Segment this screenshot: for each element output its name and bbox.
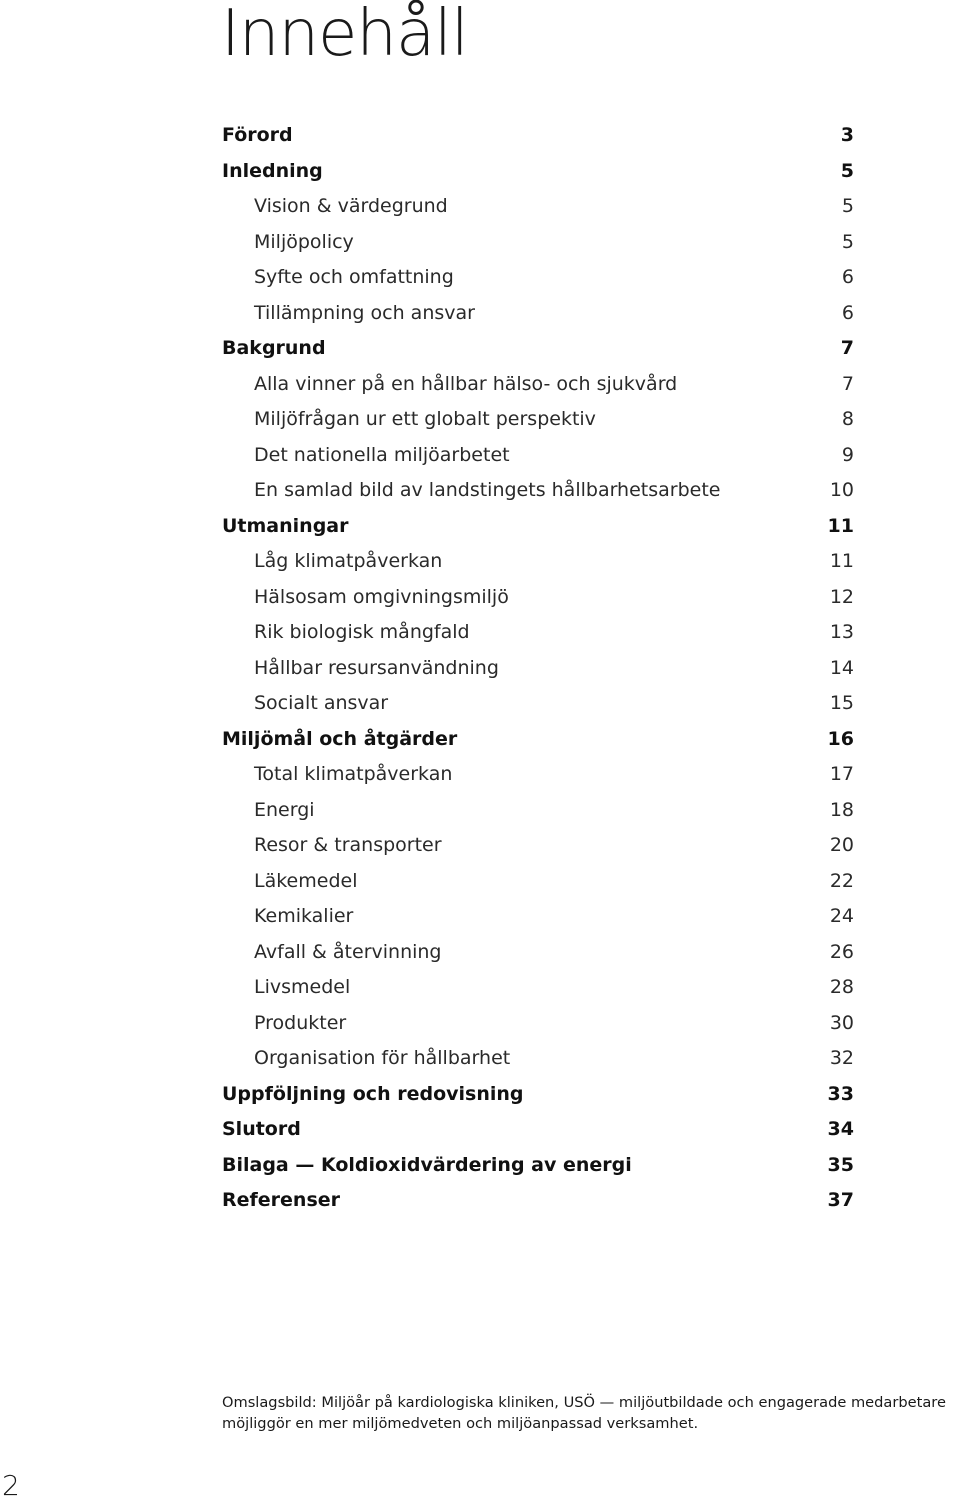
toc-entry-page-number: 5 bbox=[841, 230, 854, 253]
toc-entry-page-number: 6 bbox=[841, 266, 854, 288]
cover-caption-line-2: möjliggör en mer miljömedveten och miljöanpassad verksamhet. bbox=[222, 1415, 699, 1432]
toc-entry-label: Hälsosam omgivningsmiljö bbox=[254, 585, 509, 608]
toc-subsection-entry[interactable] bbox=[222, 296, 854, 332]
toc-entry-label: Läkemedel bbox=[254, 869, 358, 892]
toc-subsection-entry[interactable] bbox=[222, 935, 854, 971]
page-number: 2 bbox=[2, 1469, 20, 1502]
toc-entry-label: Socialt ansvar bbox=[254, 692, 389, 714]
toc-entry-label: Referenser bbox=[222, 1189, 341, 1211]
toc-subsection-entry[interactable] bbox=[222, 970, 854, 1006]
toc-entry-page-number: 7 bbox=[840, 337, 854, 359]
toc-subsection-entry[interactable] bbox=[222, 544, 854, 580]
toc-entry-label: Uppföljning och redovisning bbox=[222, 1082, 524, 1105]
toc-entry-page-number: 3 bbox=[840, 124, 854, 146]
toc-subsection-entry[interactable] bbox=[222, 828, 854, 864]
toc-entry-page-number: 33 bbox=[827, 1082, 854, 1105]
toc-entry-page-number: 26 bbox=[829, 940, 854, 963]
toc-entry-label: Inledning bbox=[222, 159, 323, 182]
toc-entry-page-number: 24 bbox=[829, 905, 854, 927]
toc-subsection-entry[interactable] bbox=[222, 367, 854, 403]
toc-entry-label: Livsmedel bbox=[254, 976, 351, 998]
toc-subsection-entry[interactable] bbox=[222, 189, 854, 225]
toc-entry-page-number: 30 bbox=[829, 1011, 854, 1034]
toc-entry-page-number: 14 bbox=[829, 656, 854, 679]
cover-caption-line-1: Omslagsbild: Miljöår på kardiologiska kliniken, USÖ — miljöutbildade och engagerade medarbetare bbox=[222, 1394, 946, 1411]
toc-entry-page-number: 9 bbox=[841, 443, 854, 466]
toc-entry-page-number: 28 bbox=[829, 976, 854, 998]
toc-entry-page-number: 5 bbox=[841, 195, 854, 217]
toc-entry-label: Bakgrund bbox=[222, 337, 326, 359]
toc-entry-page-number: 5 bbox=[840, 159, 854, 182]
toc-entry-label: Resor & transporter bbox=[254, 834, 442, 856]
toc-entry-label: Organisation för hållbarhet bbox=[254, 1047, 511, 1069]
toc-entry-page-number: 18 bbox=[829, 798, 854, 821]
toc-entry-page-number: 10 bbox=[829, 479, 854, 501]
toc-entry-label: Bilaga — Koldioxidvärdering av energi bbox=[222, 1153, 632, 1176]
toc-subsection-entry[interactable] bbox=[222, 615, 854, 651]
toc-entry-label: Miljöfrågan ur ett globalt perspektiv bbox=[254, 408, 596, 430]
toc-subsection-entry[interactable] bbox=[222, 1006, 854, 1042]
toc-entry-page-number: 13 bbox=[829, 621, 854, 643]
toc-entry-label: Avfall & återvinning bbox=[254, 940, 442, 963]
toc-subsection-entry[interactable] bbox=[222, 899, 854, 935]
toc-entry-label: Låg klimatpåverkan bbox=[254, 550, 443, 572]
toc-section-entry[interactable] bbox=[222, 118, 854, 154]
toc-subsection-entry[interactable] bbox=[222, 260, 854, 296]
toc-entry-page-number: 35 bbox=[827, 1153, 854, 1176]
toc-entry-label: Det nationella miljöarbetet bbox=[254, 443, 510, 466]
toc-entry-page-number: 32 bbox=[829, 1047, 854, 1069]
toc-entry-label: Syfte och omfattning bbox=[254, 266, 454, 288]
toc-section-entry[interactable] bbox=[222, 722, 854, 758]
toc-entry-label: Energi bbox=[254, 798, 315, 821]
cover-caption bbox=[222, 1392, 960, 1434]
toc-subsection-entry[interactable] bbox=[222, 402, 854, 438]
toc-section-entry[interactable] bbox=[222, 1077, 854, 1113]
toc-entry-page-number: 11 bbox=[829, 550, 854, 572]
toc-entry-label: Miljöpolicy bbox=[254, 230, 354, 253]
toc-entry-page-number: 22 bbox=[829, 869, 854, 892]
toc-subsection-entry[interactable] bbox=[222, 225, 854, 261]
toc-entry-page-number: 15 bbox=[829, 692, 854, 714]
toc-entry-label: En samlad bild av landstingets hållbarhetsarbete bbox=[254, 479, 721, 501]
toc-entry-label: Förord bbox=[222, 124, 293, 146]
table-of-contents bbox=[222, 118, 854, 1219]
toc-entry-page-number: 34 bbox=[827, 1118, 854, 1140]
toc-entry-label: Rik biologisk mångfald bbox=[254, 621, 470, 643]
toc-entry-label: Miljömål och åtgärder bbox=[222, 727, 458, 750]
toc-subsection-entry[interactable] bbox=[222, 757, 854, 793]
toc-entry-label: Utmaningar bbox=[222, 514, 349, 537]
toc-section-entry[interactable] bbox=[222, 1183, 854, 1219]
toc-entry-page-number: 20 bbox=[829, 834, 854, 856]
toc-entry-page-number: 12 bbox=[829, 585, 854, 608]
toc-section-entry[interactable] bbox=[222, 1148, 854, 1184]
toc-entry-label: Hållbar resursanvändning bbox=[254, 656, 499, 679]
toc-subsection-entry[interactable] bbox=[222, 651, 854, 687]
toc-subsection-entry[interactable] bbox=[222, 438, 854, 474]
toc-subsection-entry[interactable] bbox=[222, 864, 854, 900]
toc-entry-label: Alla vinner på en hållbar hälso- och sjukvård bbox=[254, 372, 678, 395]
toc-entry-label: Tillämpning och ansvar bbox=[254, 301, 475, 324]
toc-entry-page-number: 6 bbox=[841, 301, 854, 324]
toc-subsection-entry[interactable] bbox=[222, 793, 854, 829]
toc-subsection-entry[interactable] bbox=[222, 473, 854, 509]
page-title: Innehåll bbox=[221, 0, 468, 71]
toc-entry-page-number: 8 bbox=[841, 408, 854, 430]
toc-section-entry[interactable] bbox=[222, 154, 854, 190]
toc-subsection-entry[interactable] bbox=[222, 1041, 854, 1077]
toc-entry-label: Kemikalier bbox=[254, 905, 354, 927]
toc-subsection-entry[interactable] bbox=[222, 686, 854, 722]
toc-entry-page-number: 16 bbox=[827, 727, 854, 750]
toc-entry-page-number: 11 bbox=[827, 514, 854, 537]
toc-entry-label: Slutord bbox=[222, 1118, 301, 1140]
toc-entry-page-number: 37 bbox=[827, 1189, 854, 1211]
toc-entry-label: Total klimatpåverkan bbox=[254, 763, 453, 785]
toc-entry-page-number: 7 bbox=[841, 372, 854, 395]
toc-section-entry[interactable] bbox=[222, 1112, 854, 1148]
toc-section-entry[interactable] bbox=[222, 331, 854, 367]
toc-subsection-entry[interactable] bbox=[222, 580, 854, 616]
toc-entry-label: Produkter bbox=[254, 1011, 347, 1034]
toc-entry-page-number: 17 bbox=[829, 763, 854, 785]
toc-entry-label: Vision & värdegrund bbox=[254, 195, 448, 217]
toc-section-entry[interactable] bbox=[222, 509, 854, 545]
